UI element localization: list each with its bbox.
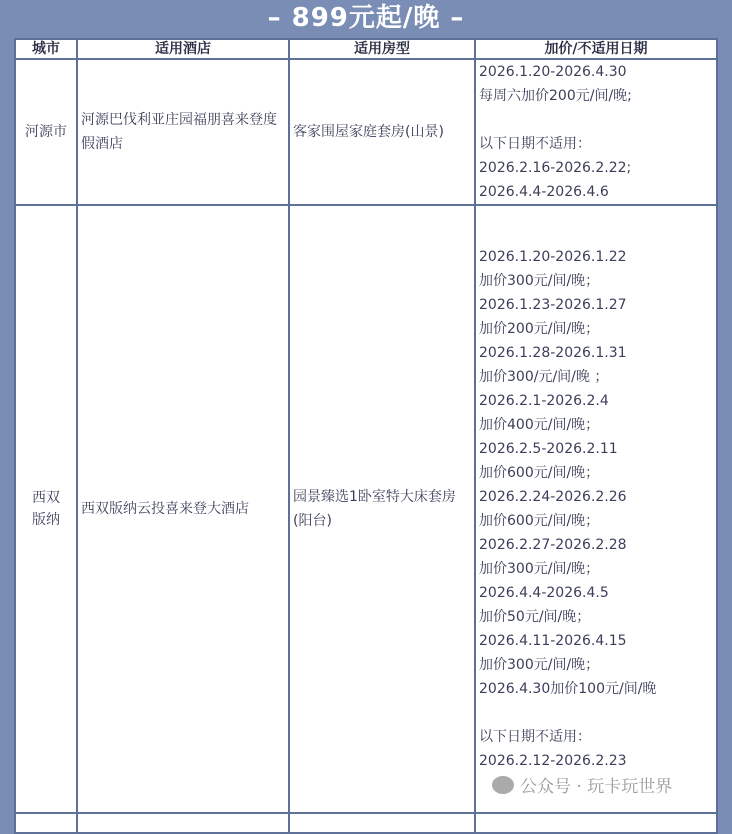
table-row [15,59,717,205]
header-city: 城市 [15,39,77,59]
watermark-text: 公众号 · 玩卡玩世界 [520,777,673,797]
date-line: 以下日期不适用： [479,729,591,745]
header-room: 适用房型 [289,39,475,59]
date-line: 加价300元/间/晚； [479,657,600,673]
date-line: 2026.2.5-2026.2.11 [479,441,618,457]
price-title: – 899元起/晚 – [267,3,465,33]
date-line: 加价50元/间/晚； [479,609,591,625]
date-line: 2026.4.30加价100元/间/晚 [479,681,657,697]
date-line: 2026.1.20-2026.4.30 [479,64,627,80]
table-header [15,39,717,59]
header-dates: 加价/不适用日期 [475,39,717,59]
date-line: 加价600元/间/晚； [479,465,600,481]
city-cell: 西双版纳 [15,205,77,813]
date-line: 加价300元/间/晚； [479,273,600,289]
date-line: 2026.2.27-2026.2.28 [479,537,627,553]
date-line: 加价300元/间/晚； [479,561,600,577]
date-line: 每周六加价200元/间/晚; [479,88,632,104]
date-line: 2026.2.1-2026.2.4 [479,393,609,409]
date-line: 2026.2.24-2026.2.26 [479,489,627,505]
date-line: 2026.1.23-2026.1.27 [479,297,627,313]
date-line: 加价200元/间/晚； [479,321,600,337]
header-hotel: 适用酒店 [77,39,289,59]
date-line: 2026.4.4-2026.4.6 [479,184,609,200]
dates-cell [475,205,717,813]
room-cell: 客家围屋家庭套房(山景) [289,59,475,205]
date-line: 以下日期不适用： [479,136,591,152]
table-row [15,205,717,813]
date-line: 2026.1.28-2026.1.31 [479,345,627,361]
wechat-icon [492,776,514,794]
hotel-table [14,38,718,834]
table-row [15,813,717,833]
date-line: 2026.2.16-2026.2.22; [479,160,632,176]
hotel-cell: 西双版纳云投喜来登大酒店 [77,205,289,813]
date-line: 2026.2.12-2026.2.23 [479,753,627,769]
date-line: 加价400元/间/晚； [479,417,600,433]
date-line: 2026.4.4-2026.4.5 [479,585,609,601]
watermark [492,772,672,797]
room-cell: 园景臻选1卧室特大床套房(阳台) [289,205,475,813]
date-line [479,701,713,725]
dates-cell [475,59,717,205]
city-cell: 河源市 [15,59,77,205]
date-line [479,108,713,132]
date-line: 加价600元/间/晚； [479,513,600,529]
hotel-cell: 河源巴伐利亚庄园福朋喜来登度假酒店 [77,59,289,205]
date-line: 2026.4.11-2026.4.15 [479,633,627,649]
date-line: 加价300/元/间/晚 ； [479,369,609,385]
date-line: 2026.1.20-2026.1.22 [479,249,627,265]
